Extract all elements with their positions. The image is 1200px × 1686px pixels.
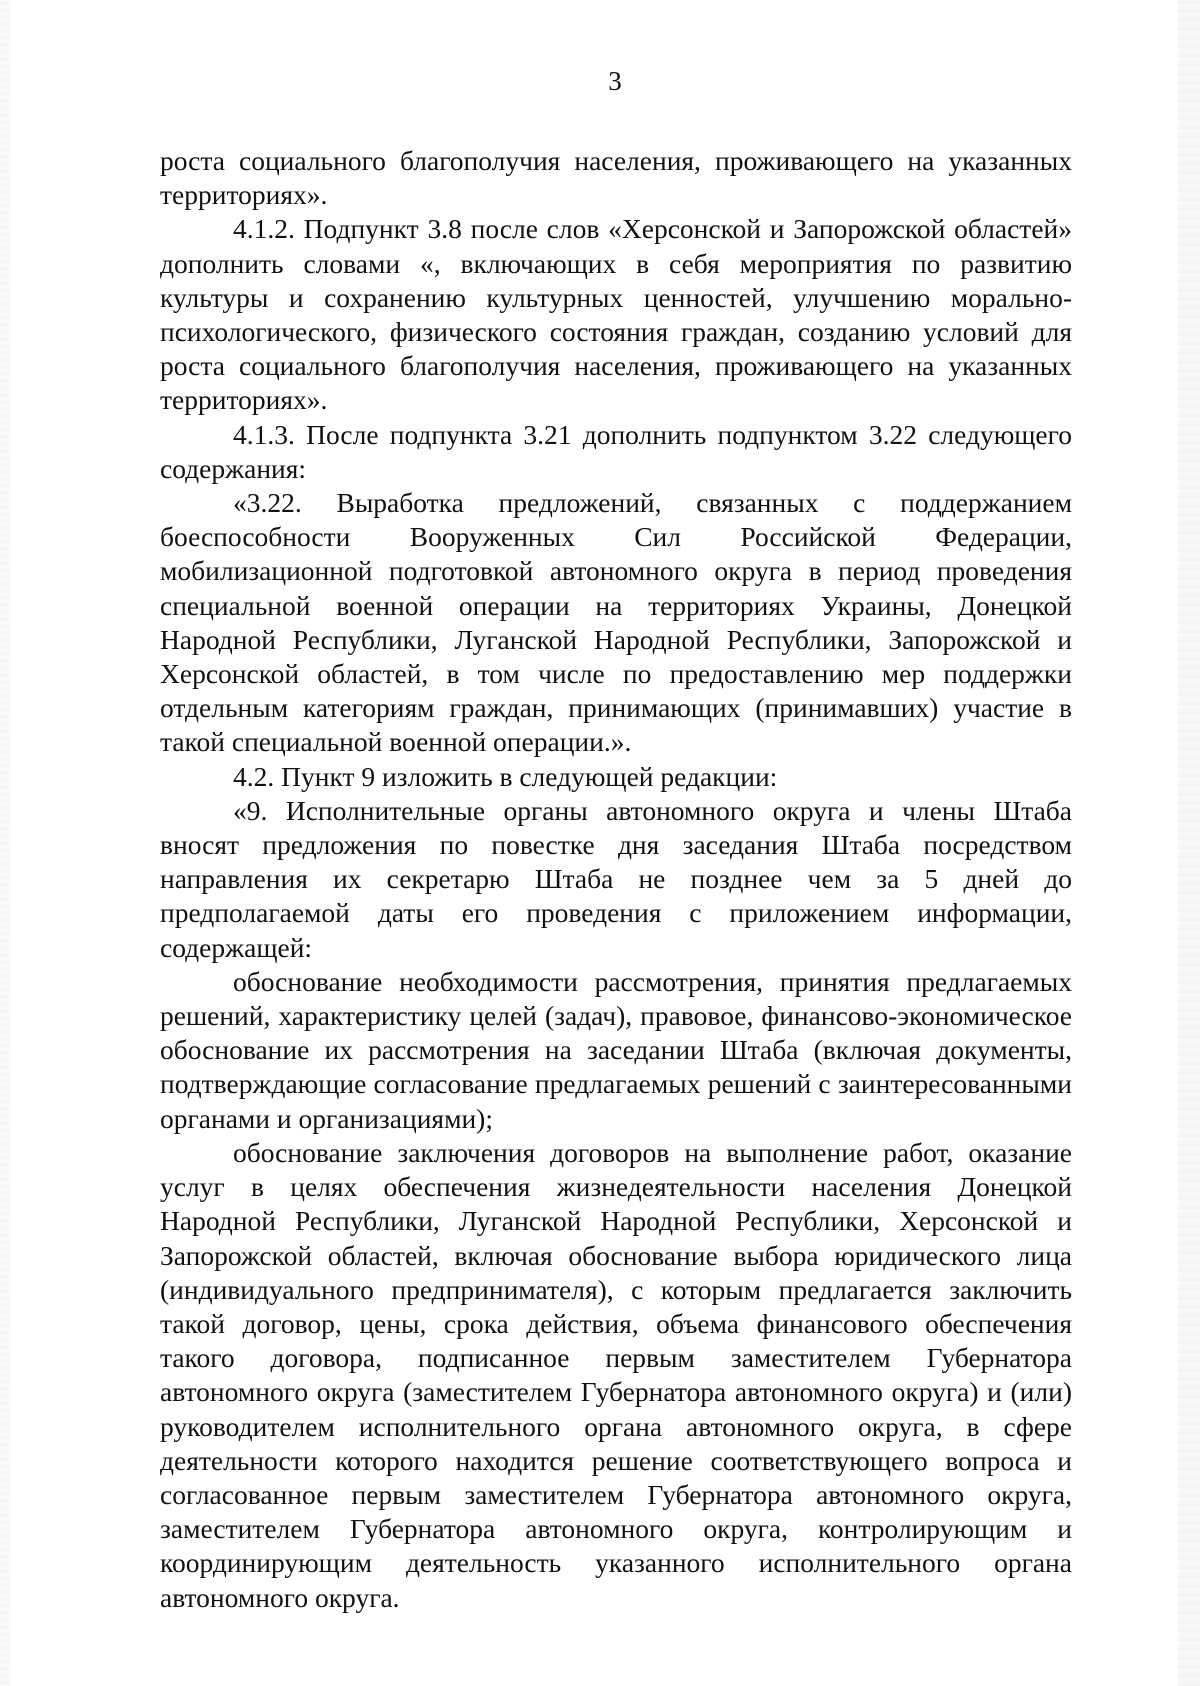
- paragraph-1: роста социального благополучия населения, проживающего на указанных территориях».: [160, 145, 1072, 211]
- paragraph-justification: обоснование необходимости рассмотрения, принятия предлагаемых решений, характеристику целей (задач), правовое, финансово-экономическое обоснование их рассмотрения на заседании Штаба (включая документы, подтверждающие согласование предлагаемых решений с заинтересованными органами и организациями);: [160, 965, 1072, 1134]
- scan-edge-right: [1178, 0, 1200, 1686]
- paragraph-4-1-3: 4.1.3. После подпункта 3.21 дополнить подпунктом 3.22 следующего содержания:: [160, 418, 1072, 484]
- paragraph-3-22: «3.22. Выработка предложений, связанных с поддержанием боеспособности Вооруженных Сил Российской Федерации, мобилизационной подготовкой автономного округа в период проведения специальной военной операции на территориях Украины, Донецкой Народной Республики, Луганской Народной Республики, Запорожской и Херсонской областей, в том числе по предоставлению мер поддержки отдельным категориям граждан, принимающих (принимавших) участие в такой специальной военной операции.».: [160, 487, 1072, 758]
- paragraph-9: «9. Исполнительные органы автономного округа и члены Штаба вносят предложения по повестке дня заседания Штаба посредством направления их секретарю Штаба не позднее чем за 5 дней до предполагаемой даты его проведения с приложением информации, содержащей:: [160, 794, 1072, 963]
- paragraph-contracts: обоснование заключения договоров на выполнение работ, оказание услуг в целях обеспечения жизнедеятельности населения Донецкой Народной Республики, Луганской Народной Республики, Херсонской и Запорожской областей, включая обоснование выбора юридического лица (индивидуального предпринимателя), с которым предлагается заключить такой договор, цены, срока действия, объема финансового обеспечения такого договора, подписанное первым заместителем Губернатора автономного округа (заместителем Губернатора автономного округа) и (или) руководителем исполнительного органа автономного округа, в сфере деятельности которого находится решение соответствующего вопроса и согласованное первым заместителем Губернатора автономного округа, заместителем Губернатора автономного округа, контролирующим и координирующим деятельность указанного исполнительного органа автономного округа.: [160, 1136, 1072, 1613]
- page-number: 3: [608, 66, 622, 96]
- paragraph-4-1-2: 4.1.2. Подпункт 3.8 после слов «Херсонской и Запорожской областей» дополнить словами «, включающих в себя мероприятия по развитию культуры и сохранению культурных ценностей, улучшению морально-психологического, физического состояния граждан, созданию условий для роста социального благополучия населения, проживающего на указанных территориях».: [160, 213, 1072, 416]
- paragraph-4-2: 4.2. Пункт 9 изложить в следующей редакции:: [233, 760, 778, 792]
- scan-edge-left: [0, 0, 10, 1686]
- document-body: [160, 144, 1072, 1615]
